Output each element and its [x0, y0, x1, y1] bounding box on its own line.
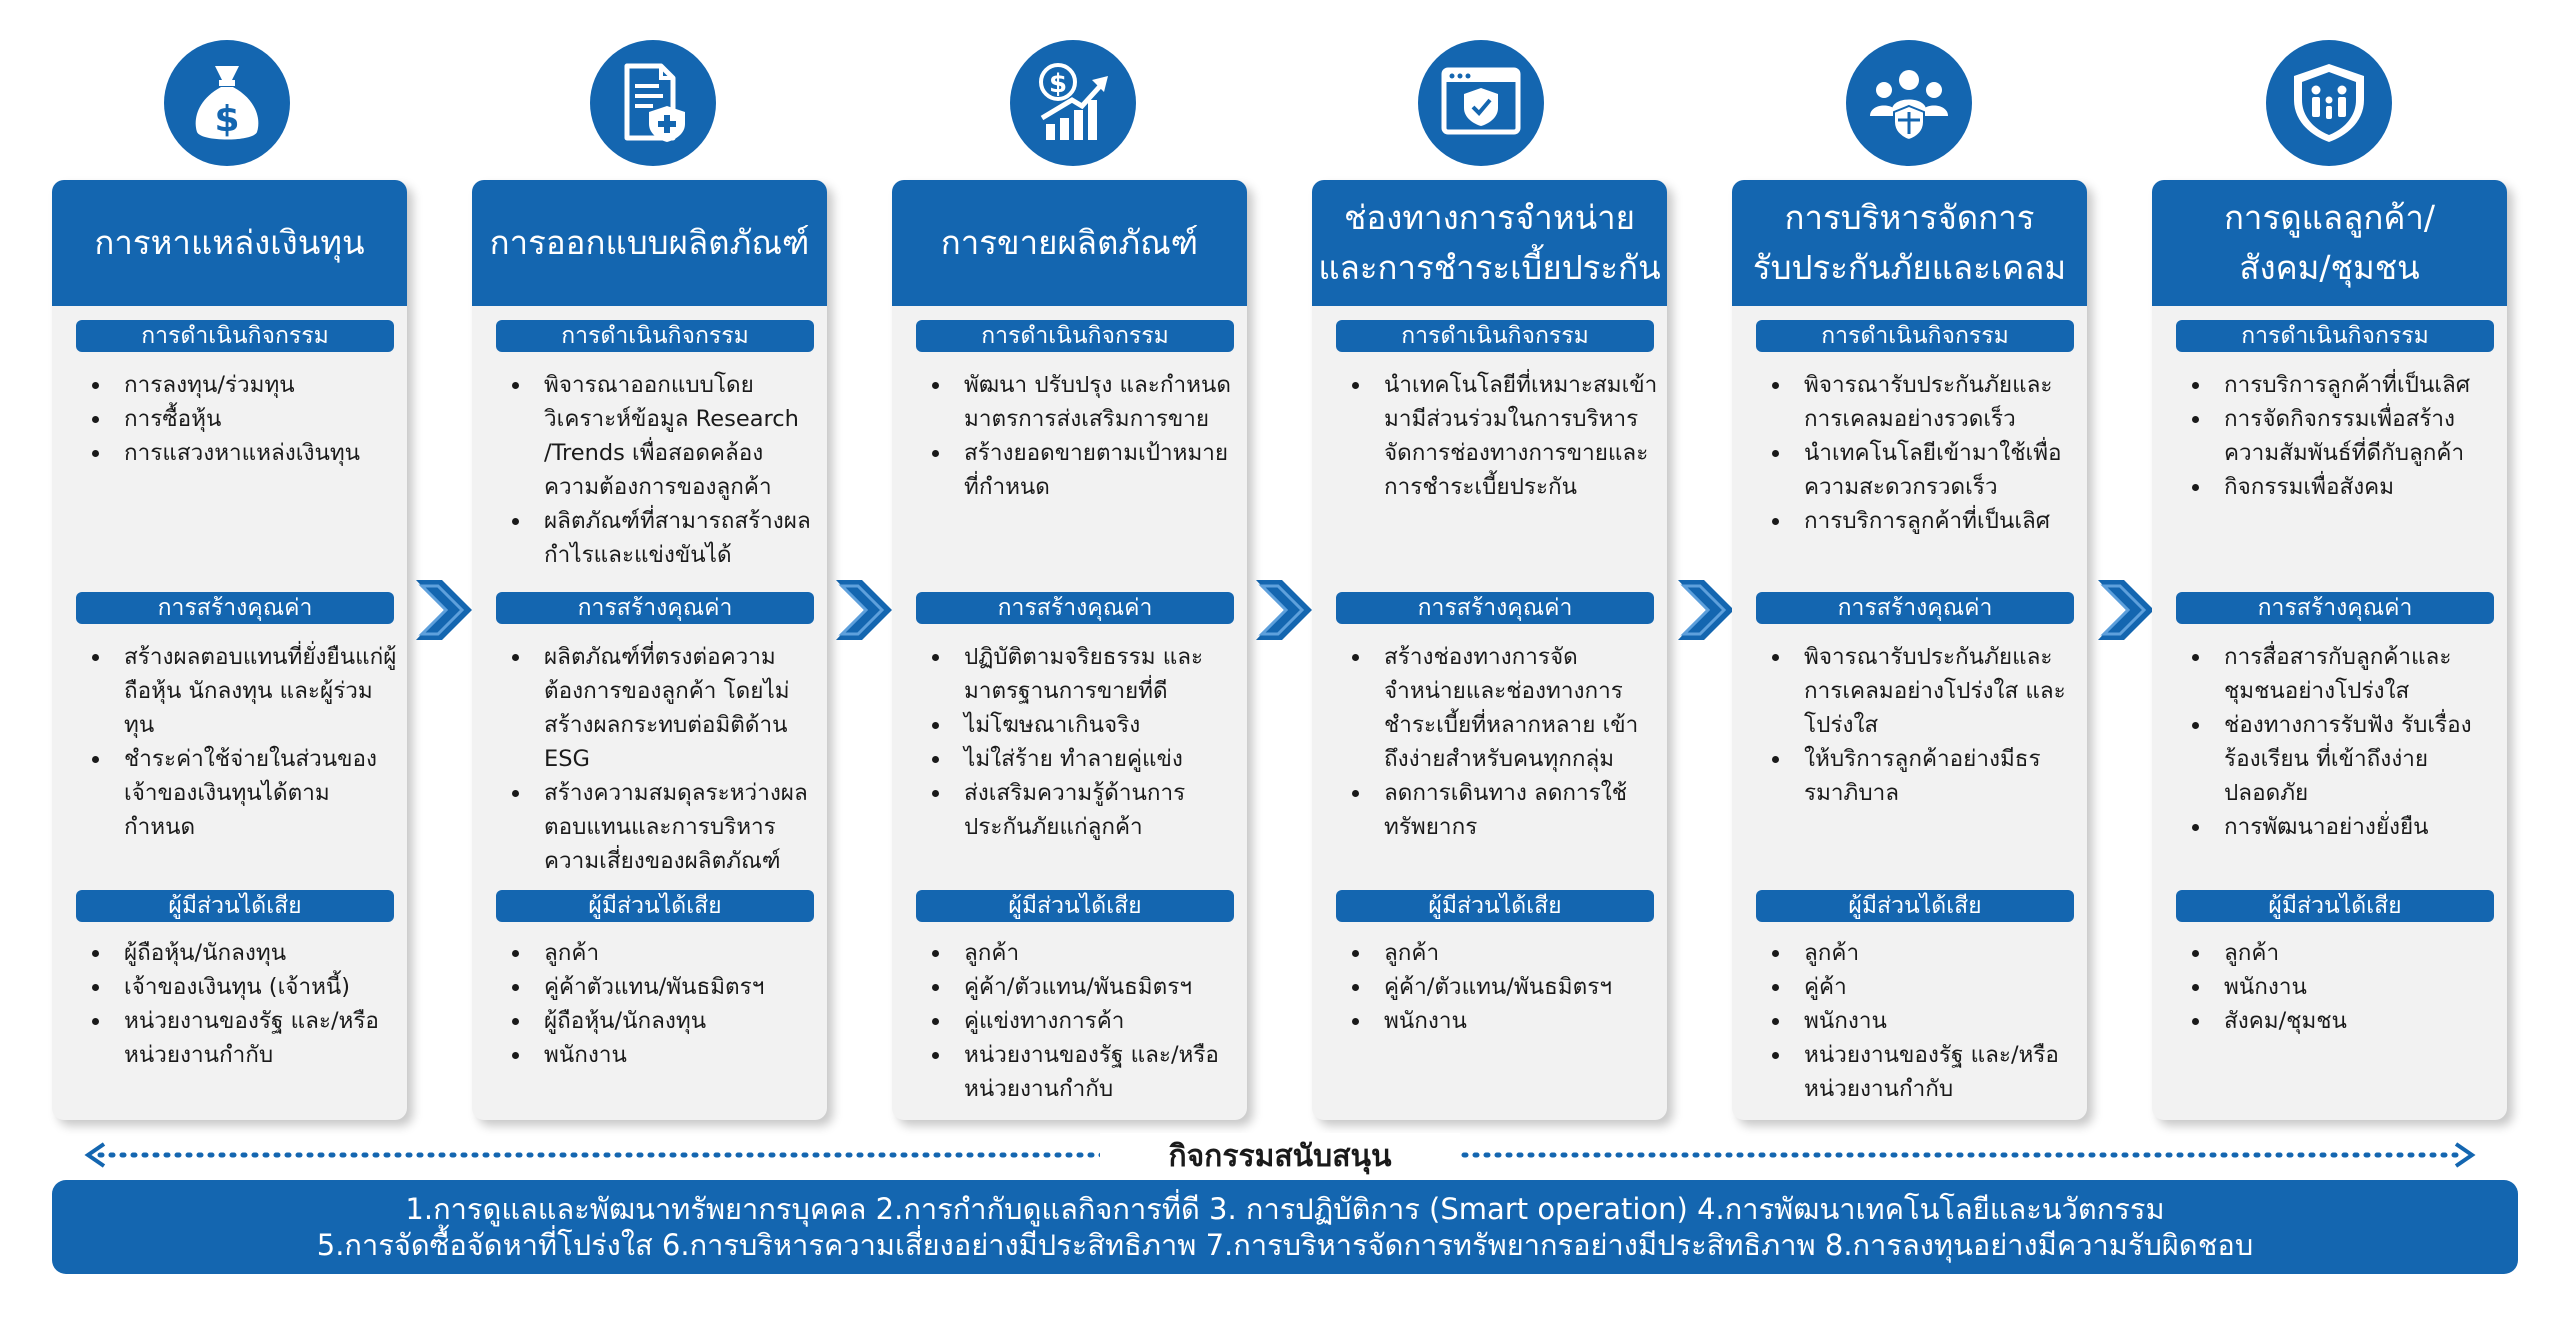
- list-item: พนักงาน: [2190, 970, 2498, 1004]
- list-item: สร้างช่องทางการจัดจำหน่ายและช่องทางการชำระเบี้ยที่หลากหลาย เข้าถึงง่ายสำหรับคนทุกกลุ่ม: [1350, 640, 1658, 776]
- list-item: การจัดกิจกรรมเพื่อสร้างความสัมพันธ์ที่ดีกับลูกค้า: [2190, 402, 2498, 470]
- secure-browser-icon: [1418, 40, 1544, 166]
- list-item: หน่วยงานของรัฐ และ/หรือ หน่วยงานกำกับ: [1770, 1038, 2078, 1106]
- column-header: [2152, 180, 2507, 306]
- stakeholders-list: [90, 936, 398, 1072]
- list-item: กิจกรรมเพื่อสังคม: [2190, 470, 2498, 504]
- list-item: การซื้อหุ้น: [90, 402, 398, 436]
- activities-label: การดำเนินกิจกรรม: [1756, 320, 2074, 352]
- column-title: การหาแหล่งเงินทุน: [94, 223, 365, 262]
- list-item: ลดการเดินทาง ลดการใช้ทรัพยากร: [1350, 776, 1658, 844]
- column-header: [52, 180, 407, 306]
- list-item: พนักงาน: [1770, 1004, 2078, 1038]
- list-item: คู่ค้า/ตัวแทน/พันธมิตรฯ: [1350, 970, 1658, 1004]
- svg-text:$: $: [214, 99, 240, 140]
- activities-list: [1770, 368, 2078, 538]
- svg-text:$: $: [1048, 69, 1068, 99]
- stakeholders-list: [2190, 936, 2498, 1038]
- medical-document-icon: [590, 40, 716, 166]
- list-item: การแสวงหาแหล่งเงินทุน: [90, 436, 398, 470]
- value-list: [510, 640, 818, 878]
- stakeholders-label: ผู้มีส่วนได้เสีย: [916, 890, 1234, 922]
- list-item: ลูกค้า: [1350, 936, 1658, 970]
- activities-list: [930, 368, 1238, 504]
- list-item: คู่ค้าตัวแทน/พันธมิตรฯ: [510, 970, 818, 1004]
- value-label: การสร้างคุณค่า: [916, 592, 1234, 624]
- list-item: ให้บริการลูกค้าอย่างมีธรรมาภิบาล: [1770, 742, 2078, 810]
- protected-team-icon: [1846, 40, 1972, 166]
- column-funding: [52, 180, 407, 1120]
- column-product-sales: [892, 180, 1247, 1120]
- stakeholders-list: [1770, 936, 2078, 1106]
- list-item: ผลิตภัณฑ์ที่สามารถสร้างผลกำไรและแข่งขันได้: [510, 504, 818, 572]
- list-item: การบริการลูกค้าที่เป็นเลิศ: [2190, 368, 2498, 402]
- list-item: สร้างความสมดุลระหว่างผลตอบแทนและการบริหารความเสี่ยงของผลิตภัณฑ์: [510, 776, 818, 878]
- list-item: นำเทคโนโลยีเข้ามาใช้เพื่อความสะดวกรวดเร็ว: [1770, 436, 2078, 504]
- column-header: [1312, 180, 1667, 306]
- list-item: ผลิตภัณฑ์ที่ตรงต่อความต้องการของลูกค้า โดยไม่สร้างผลกระทบต่อมิติด้าน ESG: [510, 640, 818, 776]
- activities-label: การดำเนินกิจกรรม: [496, 320, 814, 352]
- value-list: [2190, 640, 2498, 844]
- stakeholders-list: [1350, 936, 1658, 1038]
- column-title: การออกแบบผลิตภัณฑ์: [489, 223, 810, 262]
- list-item: ผู้ถือหุ้น/นักลงทุน: [90, 936, 398, 970]
- list-item: คู่ค้า: [1770, 970, 2078, 1004]
- arrow-right-icon: [834, 578, 894, 642]
- value-list: [90, 640, 398, 844]
- list-item: คู่ค้า/ตัวแทน/พันธมิตรฯ: [930, 970, 1238, 1004]
- list-item: ลูกค้า: [2190, 936, 2498, 970]
- support-line-1: 1.การดูแลและพัฒนาทรัพยากรบุคคล 2.การกำกับดูแลกิจการที่ดี 3. การปฏิบัติการ (Smart operation) 4.การพัฒนาเทคโนโลยีและนวัตกรรม: [405, 1192, 2165, 1226]
- column-title: ช่องทางการจำหน่าย และการชำระเบี้ยประกัน: [1318, 198, 1661, 287]
- arrow-right-icon: [2096, 578, 2156, 642]
- column-header: [472, 180, 827, 306]
- list-item: การสื่อสารกับลูกค้าและชุมชนอย่างโปร่งใส: [2190, 640, 2498, 708]
- list-item: คู่แข่งทางการค้า: [930, 1004, 1238, 1038]
- stakeholders-label: ผู้มีส่วนได้เสีย: [1756, 890, 2074, 922]
- activities-label: การดำเนินกิจกรรม: [2176, 320, 2494, 352]
- list-item: เจ้าของเงินทุน (เจ้าหนี้): [90, 970, 398, 1004]
- list-item: ลูกค้า: [510, 936, 818, 970]
- list-item: ลูกค้า: [1770, 936, 2078, 970]
- list-item: สร้างผลตอบแทนที่ยั่งยืนแก่ผู้ถือหุ้น นักลงทุน และผู้ร่วมทุน: [90, 640, 398, 742]
- arrow-right-icon: [1676, 578, 1736, 642]
- stakeholders-label: ผู้มีส่วนได้เสีย: [2176, 890, 2494, 922]
- activities-list: [510, 368, 818, 572]
- column-title: การดูแลลูกค้า/ สังคม/ชุมชน: [2223, 198, 2436, 287]
- list-item: การลงทุน/ร่วมทุน: [90, 368, 398, 402]
- value-list: [930, 640, 1238, 844]
- value-list: [1770, 640, 2078, 810]
- list-item: สังคม/ชุมชน: [2190, 1004, 2498, 1038]
- support-activities-box: [52, 1180, 2518, 1274]
- value-label: การสร้างคุณค่า: [1336, 592, 1654, 624]
- support-line-2: 5.การจัดซื้อจัดหาที่โปร่งใส 6.การบริหารความเสี่ยงอย่างมีประสิทธิภาพ 7.การบริหารจัดการทรัพยากรอย่างมีประสิทธิภาพ 8.การลงทุนอย่างมีความรับผิดชอบ: [316, 1228, 2254, 1262]
- money-bag-icon: [164, 40, 290, 166]
- list-item: นำเทคโนโลยีที่เหมาะสมเข้ามามีส่วนร่วมในการบริหารจัดการช่องทางการขายและการชำระเบี้ยประกัน: [1350, 368, 1658, 504]
- list-item: การบริการลูกค้าที่เป็นเลิศ: [1770, 504, 2078, 538]
- list-item: ปฏิบัติตามจริยธรรม และมาตรฐานการขายที่ดี: [930, 640, 1238, 708]
- list-item: พนักงาน: [510, 1038, 818, 1072]
- arrow-right-icon: [414, 578, 474, 642]
- list-item: ชำระค่าใช้จ่ายในส่วนของเจ้าของเงินทุนได้ตามกำหนด: [90, 742, 398, 844]
- list-item: หน่วยงานของรัฐ และ/หรือ หน่วยงานกำกับ: [930, 1038, 1238, 1106]
- list-item: สร้างยอดขายตามเป้าหมายที่กำหนด: [930, 436, 1238, 504]
- stakeholders-list: [930, 936, 1238, 1106]
- list-item: ช่องทางการรับฟัง รับเรื่องร้องเรียน ที่เข้าถึงง่าย ปลอดภัย: [2190, 708, 2498, 810]
- list-item: ลูกค้า: [930, 936, 1238, 970]
- list-item: ส่งเสริมความรู้ด้านการประกันภัยแก่ลูกค้า: [930, 776, 1238, 844]
- column-title: การบริหารจัดการ รับประกันภัยและเคลม: [1752, 198, 2067, 287]
- column-header: [1732, 180, 2087, 306]
- activities-list: [90, 368, 398, 470]
- activities-label: การดำเนินกิจกรรม: [76, 320, 394, 352]
- list-item: ผู้ถือหุ้น/นักลงทุน: [510, 1004, 818, 1038]
- value-label: การสร้างคุณค่า: [1756, 592, 2074, 624]
- stakeholders-label: ผู้มีส่วนได้เสีย: [1336, 890, 1654, 922]
- activities-label: การดำเนินกิจกรรม: [916, 320, 1234, 352]
- list-item: พิจารณารับประกันภัยและการเคลมอย่างรวดเร็ว: [1770, 368, 2078, 436]
- activities-label: การดำเนินกิจกรรม: [1336, 320, 1654, 352]
- list-item: ไม่โฆษณาเกินจริง: [930, 708, 1238, 742]
- list-item: พนักงาน: [1350, 1004, 1658, 1038]
- support-title: กิจกรรมสนับสนุน: [1100, 1133, 1460, 1180]
- list-item: หน่วยงานของรัฐ และ/หรือ หน่วยงานกำกับ: [90, 1004, 398, 1072]
- column-customer-community: [2152, 180, 2507, 1120]
- value-list: [1350, 640, 1658, 844]
- list-item: การพัฒนาอย่างยั่งยืน: [2190, 810, 2498, 844]
- family-shield-icon: [2266, 40, 2392, 166]
- activities-list: [1350, 368, 1658, 504]
- value-label: การสร้างคุณค่า: [2176, 592, 2494, 624]
- list-item: พิจารณารับประกันภัยและการเคลมอย่างโปร่งใส และโปร่งใส: [1770, 640, 2078, 742]
- column-underwriting-claims: [1732, 180, 2087, 1120]
- stakeholders-label: ผู้มีส่วนได้เสีย: [76, 890, 394, 922]
- arrow-right-icon: [1254, 578, 1314, 642]
- activities-list: [2190, 368, 2498, 504]
- list-item: พิจารณาออกแบบโดยวิเคราะห์ข้อมูล Research /Trends เพื่อสอดคล้องความต้องการของลูกค้า: [510, 368, 818, 504]
- stakeholders-list: [510, 936, 818, 1072]
- sales-growth-icon: [1010, 40, 1136, 166]
- stakeholders-label: ผู้มีส่วนได้เสีย: [496, 890, 814, 922]
- column-product-design: [472, 180, 827, 1120]
- column-title: การขายผลิตภัณฑ์: [940, 223, 1199, 262]
- value-label: การสร้างคุณค่า: [496, 592, 814, 624]
- column-distribution-channels: [1312, 180, 1667, 1120]
- value-label: การสร้างคุณค่า: [76, 592, 394, 624]
- column-header: [892, 180, 1247, 306]
- list-item: พัฒนา ปรับปรุง และกำหนดมาตรการส่งเสริมการขาย: [930, 368, 1238, 436]
- list-item: ไม่ใส่ร้าย ทำลายคู่แข่ง: [930, 742, 1238, 776]
